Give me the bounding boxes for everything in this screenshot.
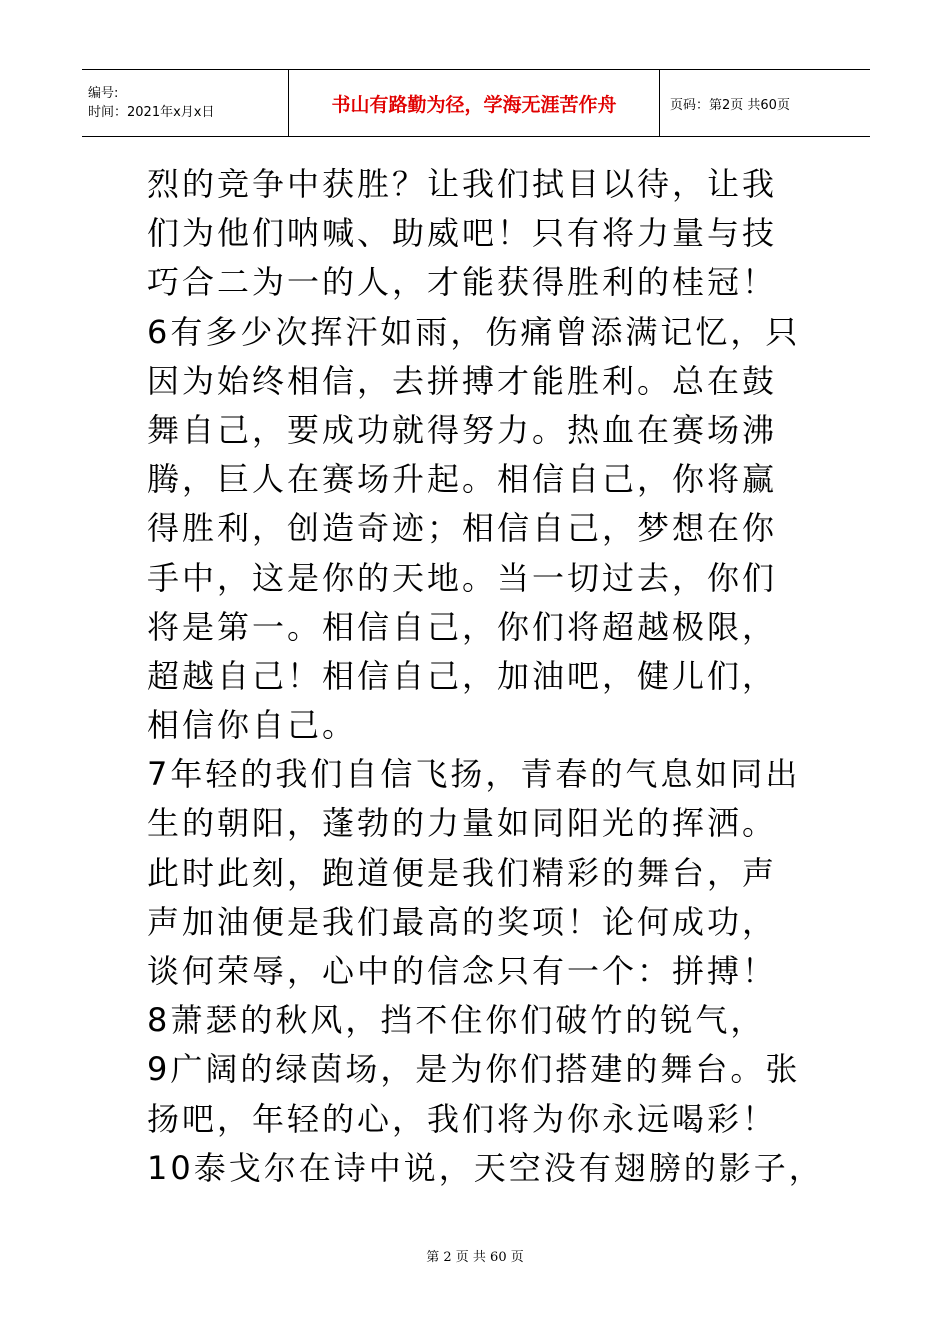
header-motto-cell (289, 70, 660, 137)
time-label: 时间：2021年x月x日 (88, 105, 215, 120)
body-line: 巧合二为一的人，才能获得胜利的桂冠！ (147, 263, 778, 302)
body-line: 8萧瑟的秋风，挡不住你们破竹的锐气， (147, 1001, 766, 1040)
body-line: 7年轻的我们自信飞扬，青春的气息如同出 (147, 755, 801, 794)
body-line: 9广阔的绿茵场，是为你们搭建的舞台。张 (147, 1050, 801, 1089)
body-line: 扬吧，年轻的心，我们将为你永远喝彩！ (147, 1099, 778, 1138)
body-line: 得胜利，创造奇迹；相信自己，梦想在你 (147, 509, 778, 548)
body-line: 腾，巨人在赛场升起。相信自己，你将赢 (147, 460, 778, 499)
body-line: 烈的竞争中获胜？让我们拭目以待，让我 (147, 165, 778, 203)
body-line: 超越自己！相信自己，加油吧，健儿们， (147, 656, 778, 695)
body-line: 生的朝阳，蓬勃的力量如同阳光的挥洒。 (147, 804, 778, 843)
document-header (82, 69, 870, 137)
body-line: 们为他们呐喊、助威吧！只有将力量与技 (147, 214, 778, 253)
body-line: 舞自己，要成功就得努力。热血在赛场沸 (147, 410, 778, 449)
body-line: 10泰戈尔在诗中说，天空没有翅膀的影子， (147, 1148, 824, 1187)
body-text (147, 160, 824, 1193)
body-line: 6有多少次挥汗如雨，伤痛曾添满记忆，只 (147, 312, 801, 351)
page-code: 页码：第2页 共60页 (660, 70, 871, 137)
header-meta (82, 70, 289, 137)
body-line: 将是第一。相信自己，你们将超越极限， (147, 607, 778, 646)
page-footer: 第 2 页 共 60 页 (426, 1250, 524, 1265)
motto: 书山有路勤为径，学海无涯苦作舟 (331, 93, 617, 116)
number-label: 编号: (88, 86, 119, 101)
body-line: 手中，这是你的天地。当一切过去，你们 (147, 558, 778, 597)
body-line: 相信你自己。 (147, 706, 358, 745)
body-line: 声加油便是我们最高的奖项！论何成功， (147, 902, 778, 941)
body-line: 因为始终相信，去拼搏才能胜利。总在鼓 (147, 361, 778, 400)
body-line: 谈何荣辱，心中的信念只有一个：拼搏！ (147, 952, 778, 990)
body-line: 此时此刻，跑道便是我们精彩的舞台，声 (147, 853, 778, 892)
